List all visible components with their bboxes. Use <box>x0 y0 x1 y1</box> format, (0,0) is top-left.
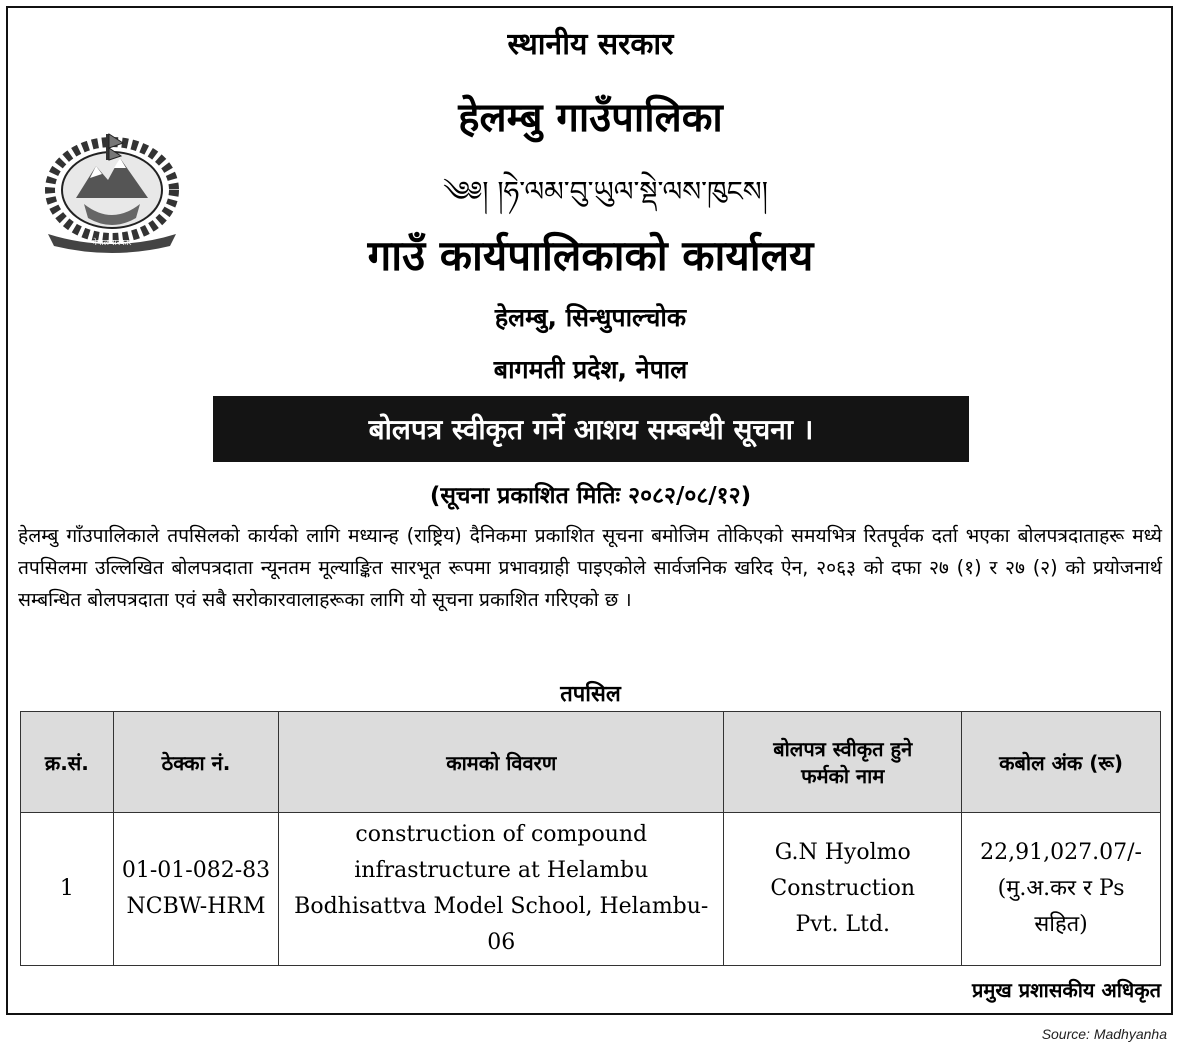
header-description: कामको विवरण <box>279 712 724 813</box>
published-date: (सूचना प्रकाशित मितिः २०८२/०८/१२) <box>429 483 752 509</box>
source-credit: Source: Madhyanha <box>1041 1026 1167 1042</box>
header-serial: क्र.सं. <box>21 712 114 813</box>
award-table <box>20 711 1161 966</box>
signatory: प्रमुख प्रशासकीय अधिकृत <box>972 978 1161 1002</box>
notice-title-bar <box>213 396 969 462</box>
schedule-heading: तपसिल <box>560 682 621 707</box>
table-header-row <box>21 712 1161 813</box>
header-amount: कबोल अंक (रू) <box>962 712 1161 813</box>
address-line-2: बागमती प्रदेश, नेपाल <box>493 355 688 384</box>
table-row <box>21 813 1161 966</box>
notice-body: हेलम्बु गाँउपालिकाले तपसिलको कार्यको लागि मध्यान्ह (राष्ट्रिय) दैनिकमा प्रकाशित सूचना बमोजिम तोकिएको समयभित्र रितपूर्वक दर्ता भएका बोलपत्रदाताहरू मध्ये तपसिलमा उल्लिखित बोलपत्रदाता न्यूनतम मूल्याङ्कित सारभूत रूपमा प्रभावग्राही पाइएकोले सार्वजनिक खरिद ऐन, २०६३ को दफा २७ (१) र २७ (२) को प्रयोजनार्थ सम्बन्धित बोलपत्रदाता एवं सबै सरोकारवालाहरूका लागि यो सूचना प्रकाशित गरिएको छ । <box>18 524 1162 611</box>
municipality-title: हेलम्बु गाउँपालिका <box>458 95 723 141</box>
cell-description: construction of compound infrastructure at Helambu Bodhisattva Model School, Helambu-06 <box>279 813 724 966</box>
nepal-government-emblem-icon <box>28 128 196 256</box>
government-heading: स्थानीय सरकार <box>507 27 674 62</box>
cell-amount: 22,91,027.07/- (मु.अ.कर र Ps सहित) <box>962 813 1161 966</box>
notice-title: बोलपत्र स्वीकृत गर्ने आशय सम्बन्धी सूचना । <box>368 413 814 446</box>
office-title: गाउँ कार्यपालिकाको कार्यालय <box>367 231 814 280</box>
cell-contract-no: 01-01-082-83 NCBW-HRM <box>113 813 278 966</box>
svg-text:नेपाल सरकार: नेपाल सरकार <box>92 238 132 247</box>
cell-firm: G.N Hyolmo Construction Pvt. Ltd. <box>724 813 962 966</box>
tibetan-title: ༄༅། །ཧེ་ལམ་བུ་ཡུལ་སྡེ་ལས་ཁུངས། <box>443 175 768 208</box>
cell-serial: 1 <box>21 813 114 966</box>
address-line-1: हेलम्बु, सिन्धुपाल्चोक <box>494 303 687 332</box>
header-contract-no: ठेक्का नं. <box>113 712 278 813</box>
header-firm: बोलपत्र स्वीकृत हुने फर्मको नाम <box>724 712 962 813</box>
